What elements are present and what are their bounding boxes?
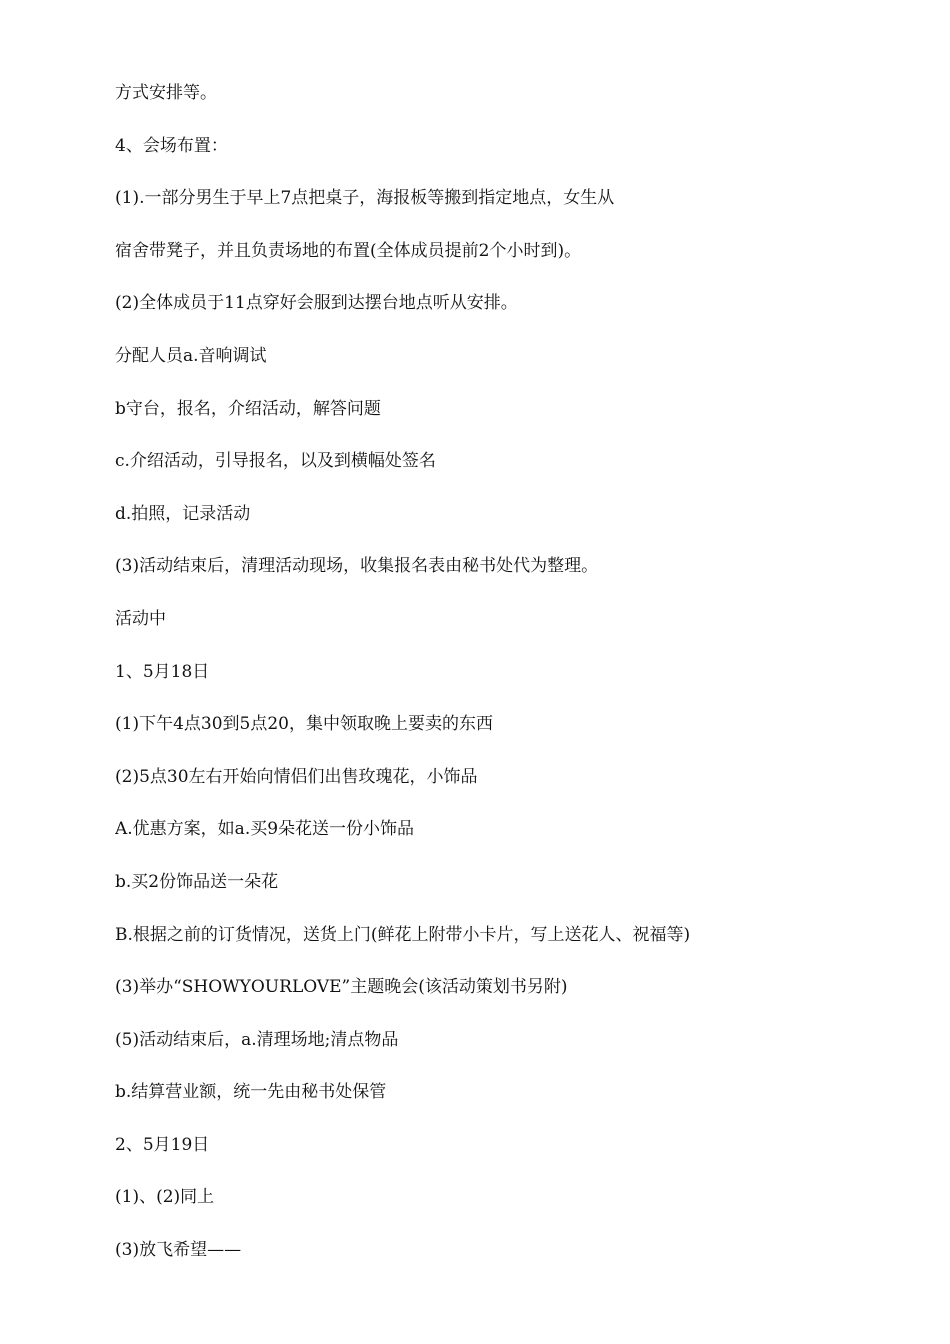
text-line: b守台，报名，介绍活动，解答问题 bbox=[115, 398, 381, 419]
text-line: A.优惠方案，如a.买9朵花送一份小饰品 bbox=[115, 819, 415, 840]
text-line: 分配人员a.音响调试 bbox=[115, 345, 267, 366]
document-body bbox=[115, 76, 875, 1286]
date-heading: 2、5月19日 bbox=[115, 1134, 210, 1155]
section-heading: 4、会场布置： bbox=[115, 135, 228, 156]
text-line: B.根据之前的订货情况，送货上门(鲜花上附带小卡片，写上送花人、祝福等) bbox=[115, 924, 691, 945]
text-line: (1)下午4点30到5点20，集中领取晚上要卖的东西 bbox=[115, 714, 493, 735]
text-line: (2)5点30左右开始向情侣们出售玫瑰花，小饰品 bbox=[115, 766, 478, 787]
text-line: (2)全体成员于11点穿好会服到达摆台地点听从安排。 bbox=[115, 293, 518, 314]
text-line: b.买2份饰品送一朵花 bbox=[115, 871, 279, 892]
text-line: b.结算营业额，统一先由秘书处保管 bbox=[115, 1082, 387, 1103]
section-heading: 活动中 bbox=[115, 608, 166, 629]
text-line: (3)活动结束后，清理活动现场，收集报名表由秘书处代为整理。 bbox=[115, 556, 599, 577]
text-line: (5)活动结束后，a.清理场地;清点物品 bbox=[115, 1029, 399, 1050]
text-line: c.介绍活动，引导报名，以及到横幅处签名 bbox=[115, 451, 436, 472]
text-line: (3)举办“SHOWYOURLOVE”主题晚会(该活动策划书另附) bbox=[115, 977, 568, 998]
text-line: (3)放飞希望—— bbox=[115, 1240, 242, 1261]
text-line: (1).一部分男生于早上7点把桌子，海报板等搬到指定地点，女生从 bbox=[115, 188, 615, 209]
text-line: 方式安排等。 bbox=[115, 83, 217, 103]
text-line: 宿舍带凳子，并且负责场地的布置(全体成员提前2个小时到)。 bbox=[115, 240, 582, 261]
date-heading: 1、5月18日 bbox=[115, 661, 210, 682]
text-line: (1)、(2)同上 bbox=[115, 1187, 215, 1208]
text-line: d.拍照，记录活动 bbox=[115, 503, 251, 524]
